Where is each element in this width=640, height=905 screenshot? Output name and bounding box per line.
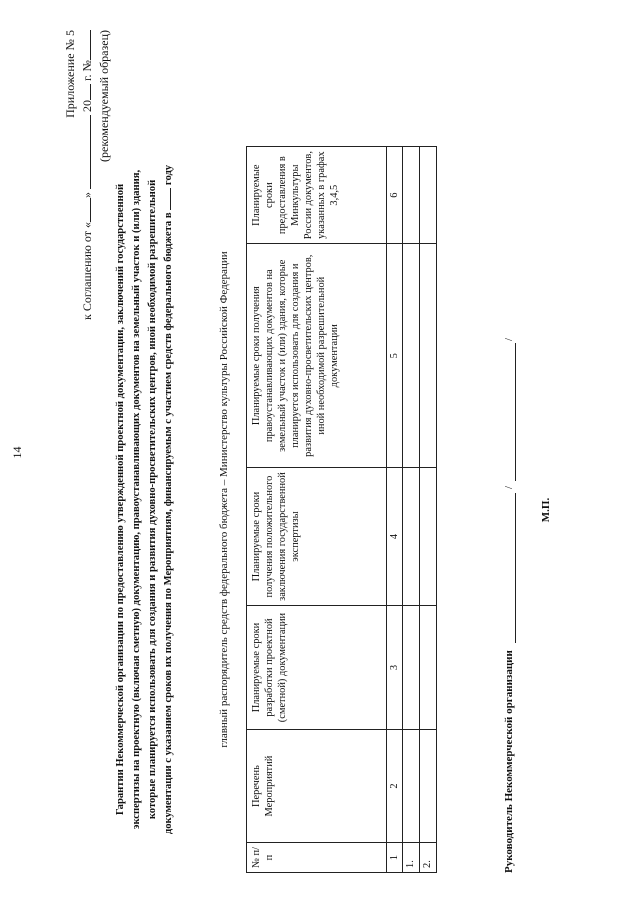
title-line: Гарантии Некоммерческой организации по предоставлению утвержденной проектной документации, заключений государственной	[115, 183, 126, 816]
title-year-word: году	[163, 164, 174, 186]
appendix-title: Приложение № 5	[63, 30, 77, 118]
table-header-row	[247, 147, 387, 873]
signature-separator: /	[503, 485, 515, 489]
signature-line	[515, 493, 516, 643]
agreement-line	[79, 30, 96, 320]
header-cell: Планируемые сроки получения положительного заключения государственной экспертизы	[247, 468, 387, 606]
table-row	[403, 147, 420, 873]
column-number: 3	[387, 605, 403, 729]
number-blank	[90, 30, 91, 60]
table-cell	[403, 244, 420, 468]
table-cell	[403, 468, 420, 606]
year-prefix: 20	[80, 100, 94, 113]
title-line-text: документации с указанием сроков их получения по Мероприятиям, финансируемым с участием средств федерального бюджета в	[163, 212, 174, 835]
name-line	[515, 343, 516, 481]
table-cell	[420, 147, 437, 244]
column-number: 2	[387, 730, 403, 843]
agreement-mid: »	[80, 192, 94, 199]
signature-label: Руководитель Некоммерческой организации	[503, 650, 515, 873]
budget-administrator-line: главный распорядитель средств федерального бюджета – Министерство культуры Российской Федерации	[218, 251, 230, 748]
year-blank	[170, 188, 171, 210]
day-blank	[90, 198, 91, 222]
table-cell	[403, 730, 420, 843]
row-number: 1.	[403, 843, 420, 873]
row-number: 2.	[420, 843, 437, 873]
title-line	[161, 122, 177, 877]
appendix-block	[62, 30, 113, 320]
header-cell: Планируемые сроки предоставления в Минкультуры России документов, указанных в графах 3,4,5	[247, 147, 387, 244]
table-cell	[420, 244, 437, 468]
guarantees-table	[246, 146, 437, 873]
signature-separator: /	[503, 337, 515, 341]
column-number: 5	[387, 244, 403, 468]
header-cell: № п/п	[247, 843, 387, 873]
table-cell	[420, 730, 437, 843]
title-line: экспертизы на проектную (включая сметную) документацию, правоустанавливающих документов на земельный участок и (или) здания,	[131, 169, 142, 830]
title-line: которые планируется использовать для создания и развития духовно-просветительских центров, иной необходимой разрешительной	[147, 179, 158, 820]
page-number: 14	[10, 446, 24, 459]
document-title	[113, 122, 177, 877]
column-number: 1	[387, 843, 403, 873]
year-suffix: г. №	[80, 60, 94, 82]
table-row	[420, 147, 437, 873]
table-cell	[420, 605, 437, 729]
header-cell: Перечень Мероприятий	[247, 730, 387, 843]
recommended-note: (рекомендуемый образец)	[97, 30, 111, 162]
header-cell: Планируемые сроки получения правоустанавливающих документов на земельный участок и (или) здания, которые планируется использовать для создания и развития духовно-просветительских центров, иной необходимой разрешительной документации	[247, 244, 387, 468]
table-cell	[403, 605, 420, 729]
column-number: 4	[387, 468, 403, 606]
column-number: 6	[387, 147, 403, 244]
table-cell	[420, 468, 437, 606]
year-blank	[90, 84, 91, 100]
stamp-placeholder: М.П.	[540, 497, 552, 523]
month-blank	[90, 115, 91, 189]
column-numbers-row	[387, 147, 403, 873]
agreement-prefix: к Соглашению от «	[80, 222, 94, 320]
table-cell	[403, 147, 420, 244]
header-cell: Планируемые сроки разработки проектной (сметной) документации	[247, 605, 387, 729]
